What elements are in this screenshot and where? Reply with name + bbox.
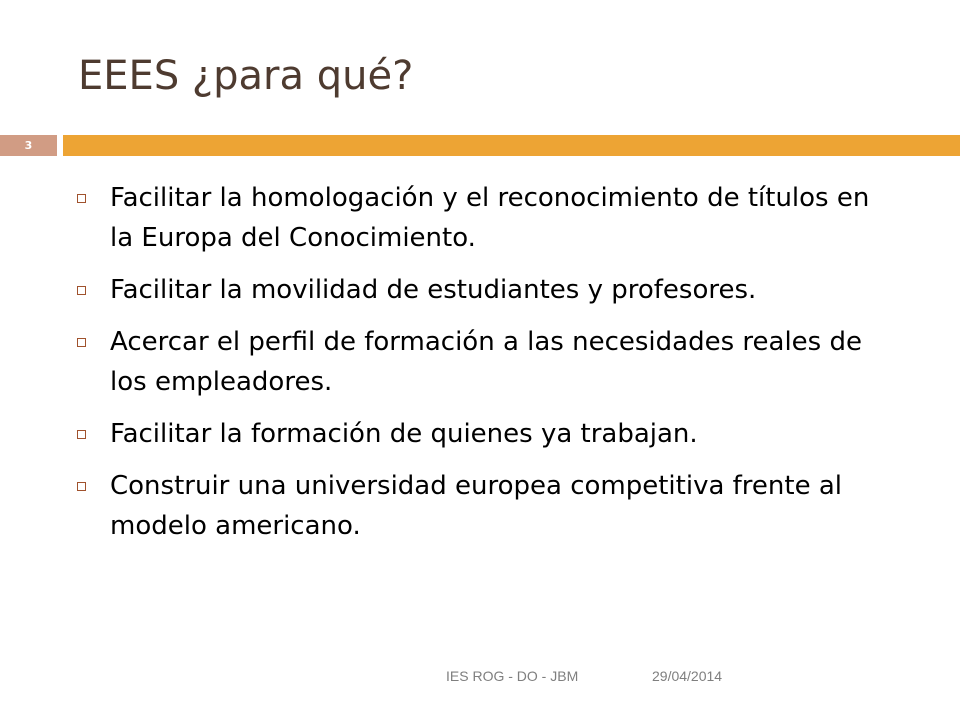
bullet-list [0,178,960,558]
bullet-text: Construir una universidad europea competitiva frente al modelo americano. [110,471,843,541]
square-bullet-icon [77,286,86,295]
title-divider-right [63,135,960,156]
bullet-text: Facilitar la homologación y el reconocimiento de títulos en la Europa del Conocimiento. [110,183,870,253]
footer-date: 29/04/2014 [652,668,723,684]
bullet-item [0,178,960,258]
square-bullet-icon [77,194,86,203]
bullet-item [0,270,960,310]
square-bullet-icon [77,482,86,491]
bullet-text: Facilitar la movilidad de estudiantes y profesores. [110,275,757,305]
bullet-text: Acercar el perfil de formación a las necesidades reales de los empleadores. [110,327,862,397]
bullet-item [0,414,960,454]
slide-title: EEES ¿para qué? [78,53,414,99]
footer-author: IES ROG - DO - JBM [446,668,579,684]
bullet-text: Facilitar la formación de quienes ya trabajan. [110,419,698,449]
square-bullet-icon [77,430,86,439]
bullet-item [0,466,960,546]
square-bullet-icon [77,338,86,347]
slide-number: 3 [24,139,33,152]
bullet-item [0,322,960,402]
